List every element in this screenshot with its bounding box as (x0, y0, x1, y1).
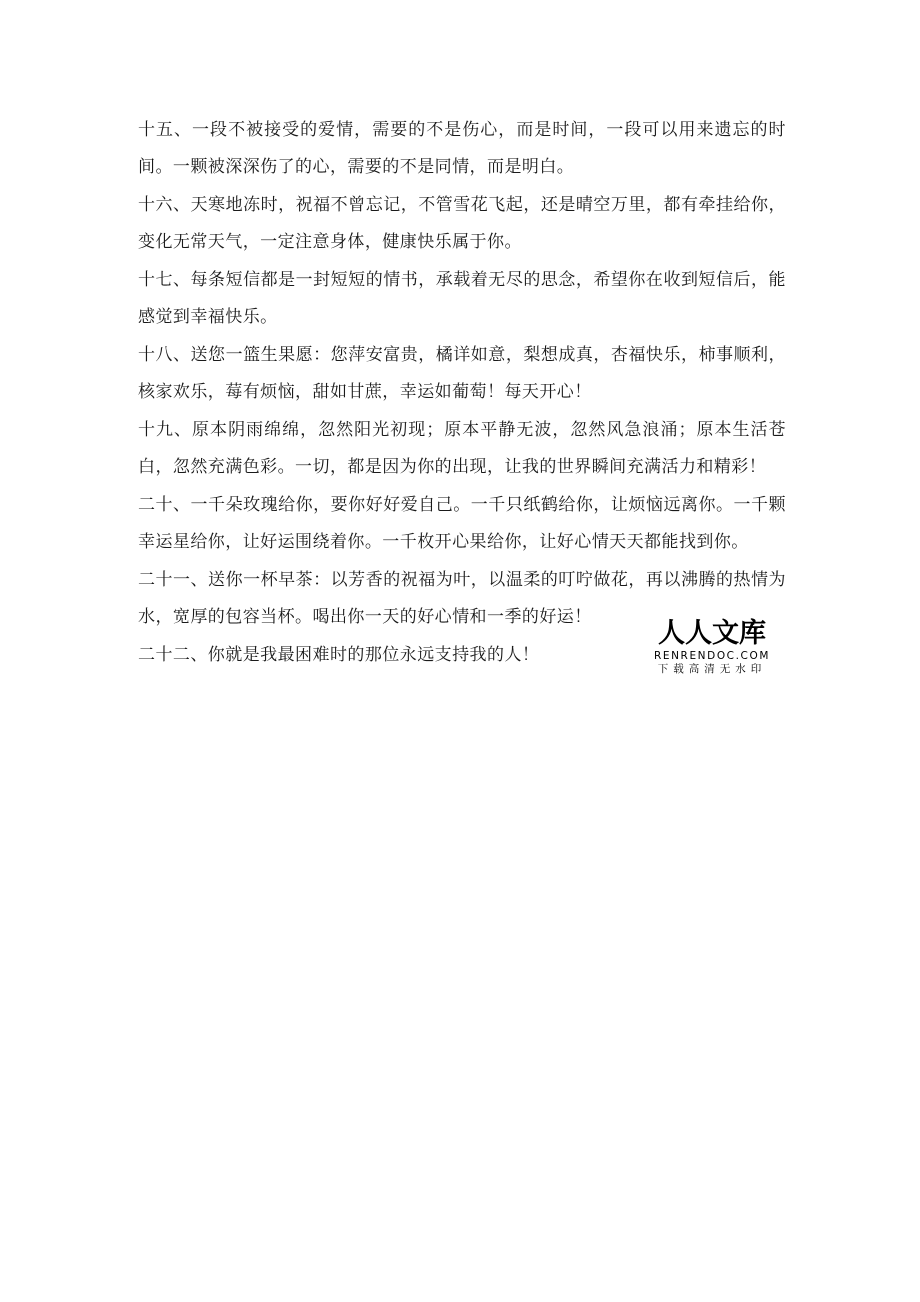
paragraph-16: 十六、天寒地冻时，祝福不曾忘记，不管雪花飞起，还是晴空万里，都有牵挂给你，变化无常天气，一定注意身体，健康快乐属于你。 (138, 195, 786, 252)
paragraph-22: 二十二、你就是我最困难时的那位永远支持我的人！ (138, 645, 540, 665)
paragraph-18: 十八、送您一篮生果愿：您萍安富贵，橘详如意，梨想成真，杏福快乐，柿事顺利，核家欢乐，莓有烦恼，甜如甘蔗，幸运如葡萄！每天开心！ (138, 345, 786, 402)
watermark-tagline: 下载高清无水印 (657, 663, 767, 675)
watermark-site: RENRENDOC.COM (653, 650, 771, 662)
watermark-title: 人人文库 (658, 618, 766, 649)
paragraph-21: 二十一、送你一杯早茶：以芳香的祝福为叶，以温柔的叮咛做花，再以沸腾的热情为水，宽厚的包容当杯。喝出你一天的好心情和一季的好运！ (138, 570, 786, 627)
paragraph-19: 十九、原本阴雨绵绵，忽然阳光初现；原本平静无波，忽然风急浪涌；原本生活苍白，忽然充满色彩。一切，都是因为你的出现，让我的世界瞬间充满活力和精彩！ (138, 420, 786, 477)
document-body (138, 112, 786, 676)
paragraph-15: 十五、一段不被接受的爱情，需要的不是伤心，而是时间，一段可以用来遗忘的时间。一颗被深深伤了的心，需要的不是同情，而是明白。 (138, 120, 786, 177)
paragraph-17: 十七、每条短信都是一封短短的情书，承载着无尽的思念，希望你在收到短信后，能感觉到幸福快乐。 (138, 270, 786, 327)
paragraph-20: 二十、一千朵玫瑰给你，要你好好爱自己。一千只纸鹤给你，让烦恼远离你。一千颗幸运星给你，让好运围绕着你。一千枚开心果给你，让好心情天天都能找到你。 (138, 495, 786, 552)
